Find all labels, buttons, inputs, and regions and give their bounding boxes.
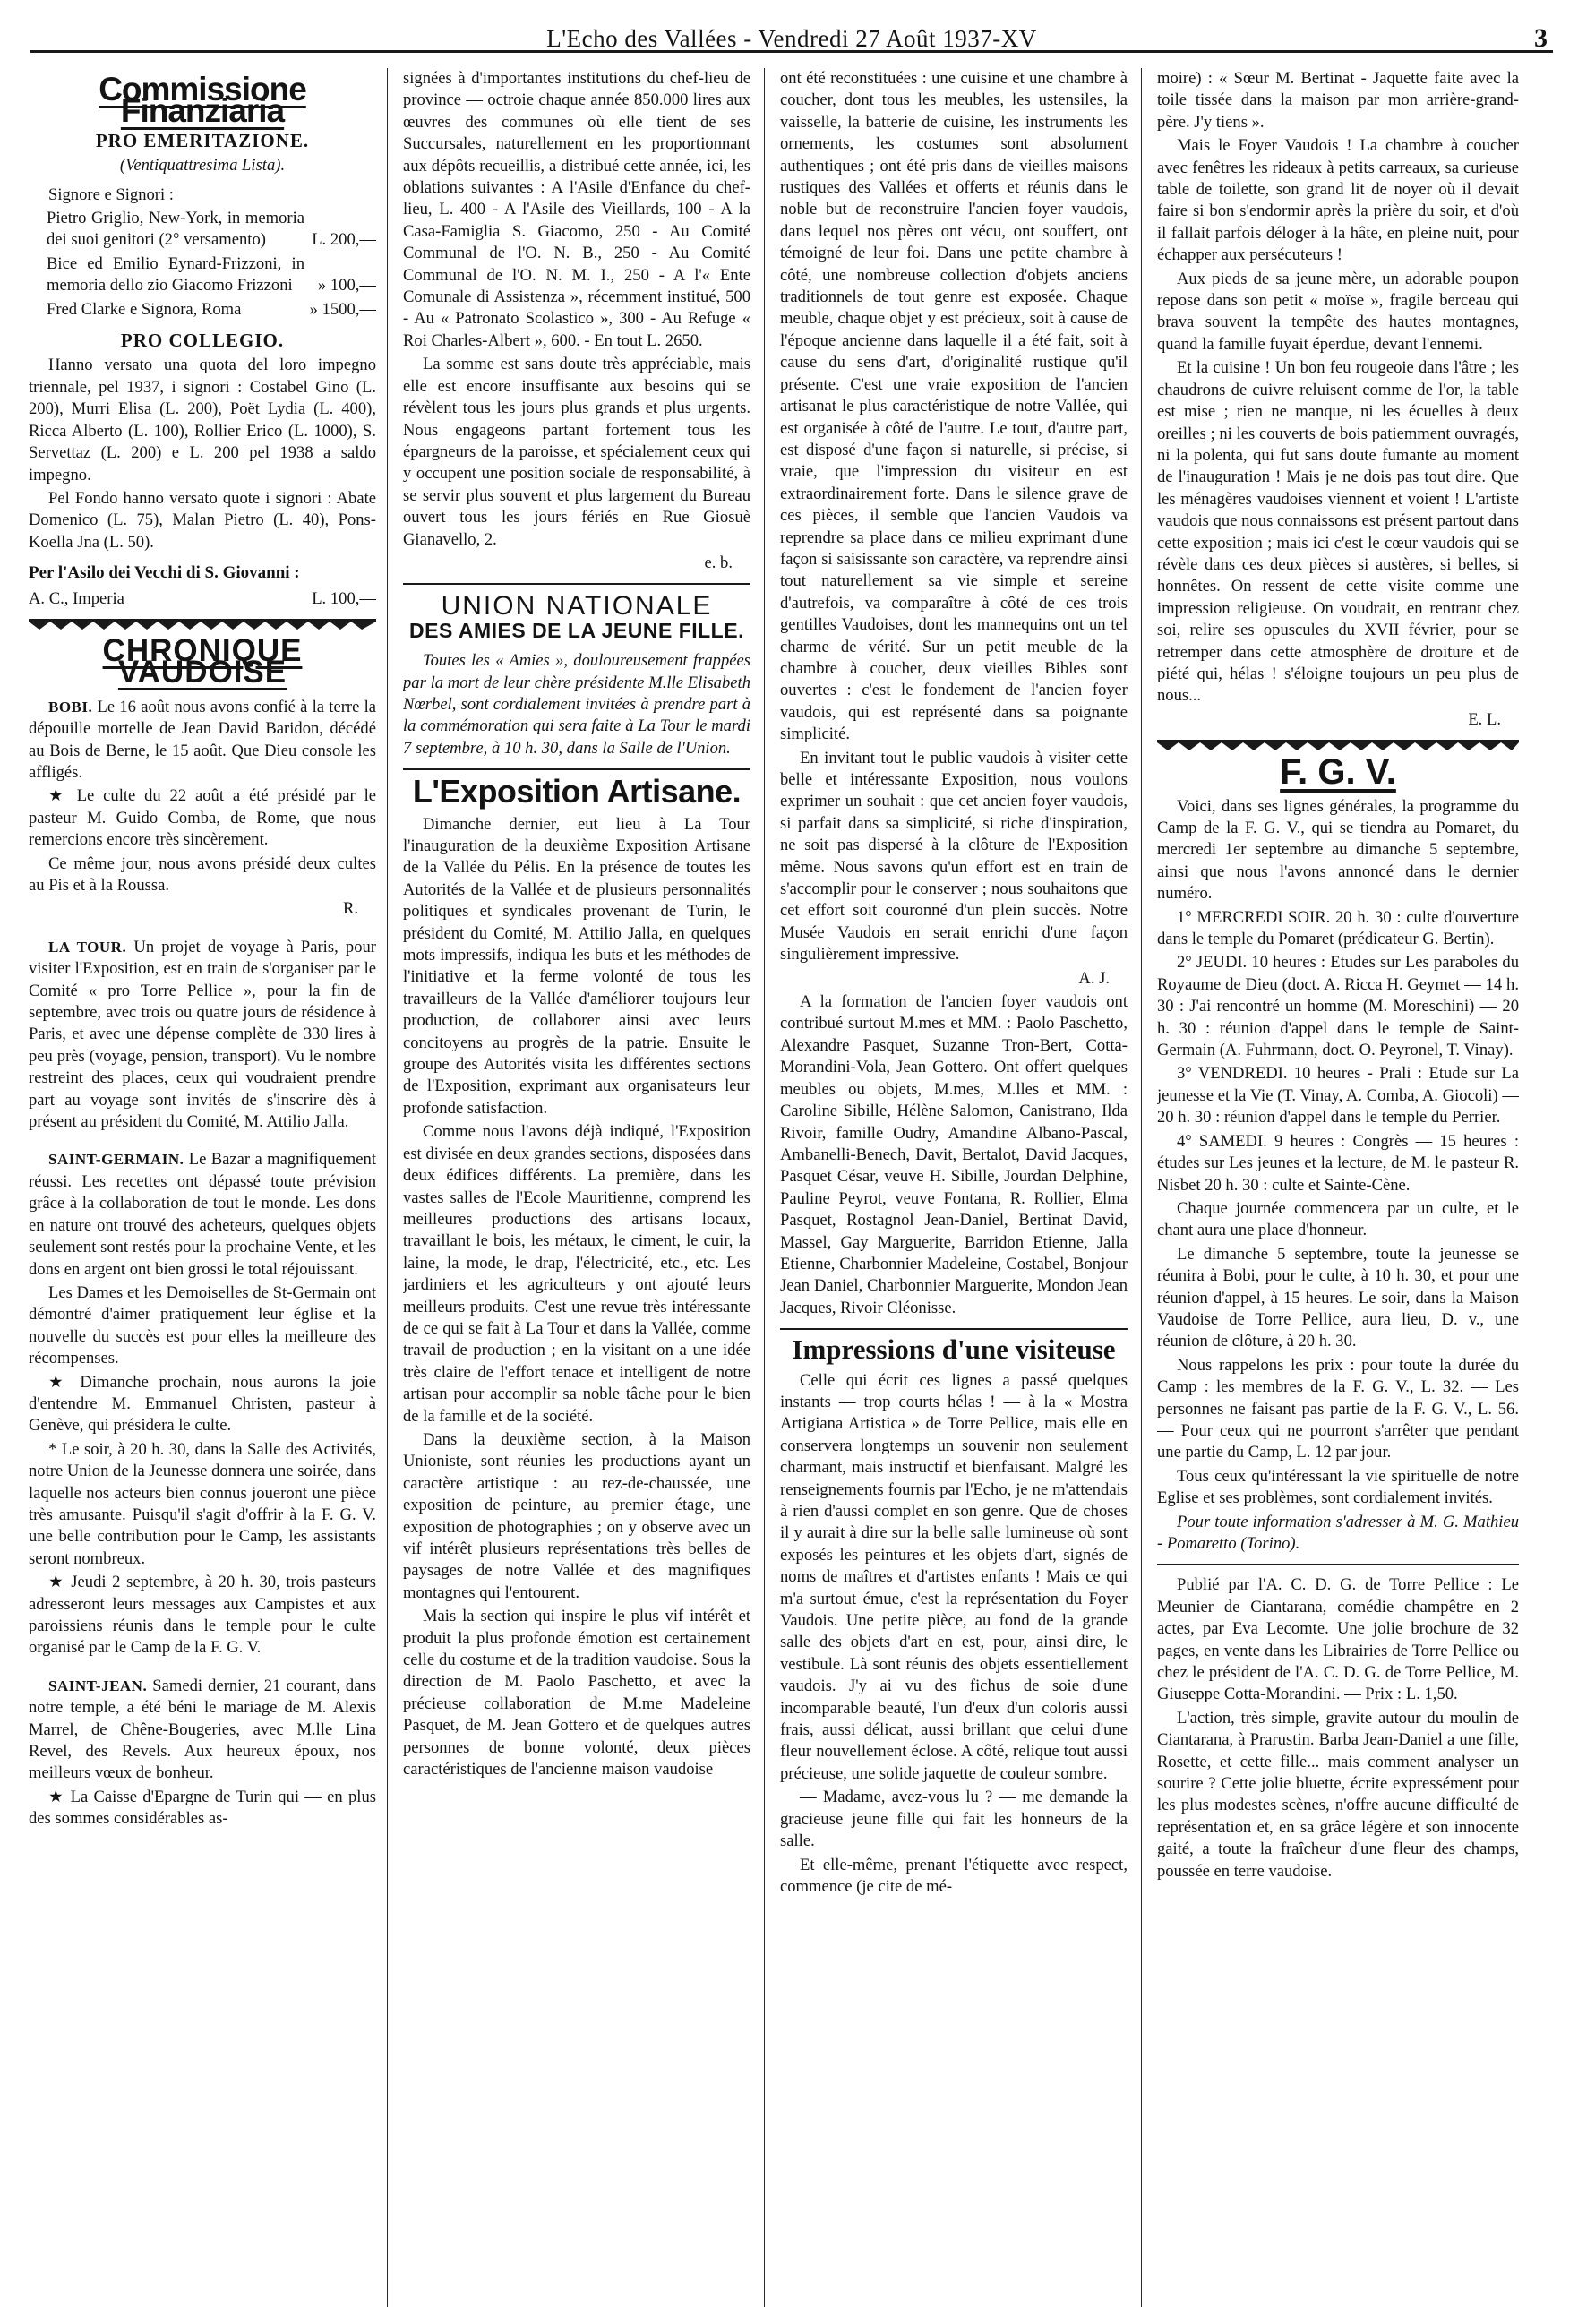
commissione-heading: Commissione Finanziaria [99, 71, 306, 130]
masthead-title: L'Echo des Vallées - Vendredi 27 Août 1937-XV [546, 25, 1037, 52]
union-notice: Toutes les « Amies », douloureusement frappées par la mort de leur chère présidente M.lle Elisabeth Nœrbel, sont cordialement invitées à prendre part à la commémoration qui sera faite à La Tour le mardi 7 septembre, à 10 h. 30, dans la Salle de l'Union. [403, 651, 750, 758]
asilo-heading: Per l'Asilo dei Vecchi di S. Giovanni : [29, 563, 300, 583]
impressions-paragraph: Et elle-même, prenant l'étiquette avec respect, commence (je cite de mé- [780, 1855, 1128, 1896]
donation-amount: » 1500,— [309, 299, 376, 319]
ornament-divider [29, 619, 376, 631]
collegio-paragraph: Pel Fondo hanno versato quote i signori : Abate Domenico (L. 75), Malan Pietro (L. 40), Pons-Koella Jna (L. 50). [29, 488, 376, 552]
bobi-paragraph [29, 697, 376, 785]
sj-lead: SAINT-JEAN. [48, 1677, 148, 1694]
impressions-paragraph: Mais le Foyer Vaudois ! La chambre à coucher avec fenêtres les rideaux à petits carreaux, sa curieuse table de toilette, son grand lit de noyer où il devait faire si bon s'endormir après la prière du soir, et d'où il fallait parfois déloger à la hâte, en pleine nuit, pour échapper aux persécuteurs ! [1157, 136, 1519, 265]
emeritazione-heading: PRO EMERITAZIONE. [95, 129, 310, 151]
caisse-paragraph: signées à d'importantes institutions du chef-lieu de province — octroie chaque année 850.000 lires aux œuvres des communes où elle tient de ses Succursales, naturellement en les proportionnant aux dépôts recueillis, a distribué cette année, ici, les oblations suivantes : A l'Asile d'Enfance du chef-lieu, L. 400 - A l'Asile des Vieillards, 100 - A la Casa-Famiglia S. Giacomo, 250 - Au Comité Communal de l'O. N. B., 250 - Au Comité Communal de l'O. N. M. I., 250 - A l'« Ente Comunale di Assistenza », récemment institué, 500 - Au « Patronato Scolastico », 300 - Au Refuge « Roi Charles-Albert », 600. - En tout L. 2650. [403, 69, 750, 350]
collegio-heading: PRO COLLEGIO. [120, 330, 285, 352]
donation-text: Fred Clarke e Signora, Roma [47, 299, 242, 319]
donation-text: Pietro Griglio, New-York, in memoria dei suoi genitori (2° versamento) [47, 209, 304, 250]
impressions-heading: Impressions d'une visiteuse [792, 1334, 1116, 1366]
section-rule [403, 583, 750, 585]
fgv-paragraph: Chaque journée commencera par un culte, et le chant aura une place d'honneur. [1157, 1198, 1519, 1240]
fgv-paragraph: Voici, dans ses lignes générales, la programme du Camp de la F. G. V., qui se tiendra au Pomaret, du mercredi 1er septembre au dimanche 5 septembre, ainsi que nous l'avons annoncé dans le dernier numéro. [1157, 796, 1519, 904]
fgv-program-item: 1° MERCREDI SOIR. 20 h. 30 : culte d'ouverture dans le temple du Pomaret (prédicateur G. Bertin). [1157, 907, 1519, 949]
sg-paragraph: Les Dames et les Demoiselles de St-Germain ont démontré d'aimer pratiquement leur église et la nouvelle du succès est pour elles la meilleure des récompenses. [29, 1282, 376, 1368]
contributors-paragraph: A la formation de l'ancien foyer vaudois ont contribué surtout M.mes et MM. : Paolo Paschetto, Alexandre Pasquet, Suzanne Tron-Bert, Cotta-Morandini-Vola, Jean Gottero. Ont offert quelques meubles ou objets, M.mes, M.lles et MM. : Caroline Sibille, Hélène Salomon, Canistrano, Ilda Rivoir, famille Oudry, Amandine Albano-Pascal, Ambanelli-Benech, Davit, Bertalot, David Jacques, Pasquet César, veuve H. Sibille, Jourdan Delphine, Pauline Peyrot, veuve Fontana, R. Rollier, Elma Pasquet, Rostagnol Jean-Daniel, Bertinat David, Massel, Gay Marguerite, Barridon Etienne, Jalla Etienne, Charbonnier Madeleine, Costabel, Bonjour Jean Daniel, Charbonnier Marguerite, Mondon Jean Jacques, Rivoir Cléonisse. [780, 992, 1128, 1317]
section-rule [780, 1328, 1128, 1330]
donation-text: Bice ed Emilio Eynard-Frizzoni, in memoria dello zio Giacomo Frizzoni [47, 253, 304, 296]
impressions-paragraph: — Madame, avez-vous lu ? — me demande la gracieuse jeune fille qui fait les honneurs de la salle. [780, 1788, 1128, 1851]
section-rule [403, 768, 750, 770]
fgv-contact: Pour toute information s'adresser à M. G. Mathieu - Pomaretto (Torino). [1157, 1512, 1519, 1553]
caisse-paragraph: La somme est sans doute très appréciable, mais elle est encore insuffisante aux besoins qui se révèlent tous les jours plus grands et plus urgents. Nous engageons partant fortement tous les épargneurs de la paroisse, et spécialement ceux qui y occupent une position sociale de responsabilité, à se servir plus souvent et plus largement du Bureau ouvert tous les jours fériés en Rue Giosuè Gianavello, 2. [403, 355, 750, 549]
publication-paragraph: L'action, très simple, gravite autour du moulin de Ciantarana, à Prarustin. Barba Jean-Daniel a une fille, Rosette, et cette fille... mais comment analyser un sourire ? Cette jolie bluette, écrite expressément pour les plus modestes scènes, n'offre aucune difficulté de représentation et, en sa grâce légère et son innocente gaité, a toute la fraîcheur d'une fleur des champs, poussée en terre vaudoise. [1157, 1708, 1519, 1881]
exposition-signature: A. J. [1078, 968, 1110, 988]
exposition-paragraph: Dans la deuxième section, à la Maison Unioniste, sont réunies les productions ayant un caractère artistique : au rez-de-chaussée, une exposition de peinture, au premier étage, une exposition de photographies ; on y observe avec un vif intérêt plusieurs représentations très belles de paysages de notre Vallée et des magnifiques montagnes qui l'entourent. [403, 1429, 750, 1602]
donation-entry [29, 253, 376, 297]
column-1 [29, 68, 376, 2307]
fgv-heading: F. G. V. [1280, 752, 1396, 793]
sj-paragraph [29, 1676, 376, 1785]
fgv-program-item: 2° JEUDI. 10 heures : Etudes sur Les paraboles du Royaume de Dieu (doct. A. Ricca H. Geymet — 14 h. 30 : J'ai rencontré un homme (M. Moreschini) — 20 h. 30 : réunion d'appel dans le temple de Saint-Germain (A. Fuhrmann, doct. O. Peyronel, T. Vinay). [1157, 953, 1519, 1060]
section-rule [1157, 1564, 1519, 1565]
sg-paragraph: ★ Jeudi 2 septembre, à 20 h. 30, trois pasteurs adresseront leurs messages aux Campistes et aux paroissiens réunis dans le temple pour le culte organisé par le Camp de la F. G. V. [29, 1573, 376, 1658]
donation-list [29, 208, 376, 321]
impressions-signature: E. L. [1468, 709, 1501, 729]
bobi-paragraph: ★ Le culte du 22 août a été présidé par le pasteur M. Guido Comba, de Rome, que nous remercions encore très sincèrement. [29, 786, 376, 850]
donation-entry [29, 299, 376, 321]
sg-text: Le Bazar a magnifiquement réussi. Les recettes ont dépassé toute prévision grâce à la collaboration de tout le monde. Les dons en nature ont trouvé des acheteurs, quelques objets seulement sont restés pour la prochaine Vente, et les dons en argent ont bien grossi le total réjouissant. [29, 1150, 376, 1279]
asilo-donor: A. C., Imperia [29, 588, 124, 608]
page-number: 3 [1534, 23, 1548, 53]
donation-entry [29, 208, 376, 252]
asilo-amount: L. 100,— [312, 588, 376, 608]
column-4 [1157, 68, 1519, 2307]
sg-paragraph: ★ Dimanche prochain, nous aurons la joie d'entendre M. Emmanuel Christen, pasteur à Genève, qui présidera le culte. [29, 1372, 376, 1436]
column-divider [387, 68, 388, 2307]
union-subheading: DES AMIES DE LA JEUNE FILLE. [409, 618, 744, 642]
bobi-text: Le 16 août nous avons confié à la terre la dépouille mortelle de Jean David Baridon, décédé au Bois de Berne, le 15 août. Que Dieu console les affligés. [29, 697, 376, 782]
impressions-paragraph: Aux pieds de sa jeune mère, un adorable poupon repose dans son petit « moïse », fragile berceau qui brava souvent la tempête des hautes montagnes, quand la famille fuyait éperdue, devant l'ennemi. [1157, 269, 1519, 354]
sg-paragraph: * Le soir, à 20 h. 30, dans la Salle des Activités, notre Union de la Jeunesse donnera une soirée, dans laquelle nos acteurs bien connus joueront une pièce très amusante. Puisqu'il s'agit d'offrir à la F. G. V. une belle contribution pour le Camp, les assistants seront nombreux. [29, 1439, 376, 1568]
sj-paragraph: ★ La Caisse d'Epargne de Turin qui — en plus des sommes considérables as- [29, 1787, 376, 1829]
bobi-paragraph: Ce même jour, nous avons présidé deux cultes au Pis et à la Roussa. [29, 853, 376, 895]
caisse-signature: e. b. [704, 553, 733, 572]
exposition-paragraph: En invitant tout le public vaudois à visiter cette belle et intéressante Exposition, nous voulons exprimer un souhait : que cet ancien foyer vaudois, si parfait dans sa simplicité, si riche d'inspiration, ne soit pas dispersé à la clôture de l'Exposition même. Nous savons qu'un effort est en train de s'accomplir pour le conserver ; nous souhaitons que cet effort soit couronné d'un plein succès. Notre Musée Vaudois en serait enrichi d'une façon singulièrement impressive. [780, 748, 1128, 965]
donation-amount: » 100,— [317, 276, 376, 296]
exposition-heading: L'Exposition Artisane. [412, 773, 742, 810]
sg-paragraph [29, 1149, 376, 1280]
bobi-lead: BOBI. [48, 698, 93, 716]
column-2 [403, 68, 750, 2307]
chronique-heading: CHRONIQUE VAUDOISE [102, 632, 303, 690]
donation-amount: L. 200,— [312, 230, 376, 250]
impressions-paragraph: Et la cuisine ! Un bon feu rougeoie dans l'âtre ; les chaudrons de cuivre reluisent comme de l'or, la table est mise ; rien ne manque, ni les écuelles à deux oreilles ; ni les couverts de bois patiemment ouvragés, ni la polenta, qui fut sans doute fumante au moment de l'inauguration ! Mais je ne dois pas tout dire. Que les ménagères vaudoises viennent et voient ! L'artiste vaudois que nous connaissons est présent partout dans cette exposition ; mais ici c'est le cœur vaudois qui se révèle dans ces deux pièces si austères, si belles, si honnêtes. On ressent de cette visite comme une impression religieuse. On voudrait, en rentrant chez soi, relire ses opuscules du XVII février, pour se retremper dans cette atmosphère de droiture et de piété qui, hélas ! s'éloigne toujours un peu plus de nous... [1157, 358, 1519, 706]
sg-lead: SAINT-GERMAIN. [48, 1151, 184, 1169]
impressions-paragraph: moire) : « Sœur M. Bertinat - Jaquette faite avec la toile tissée dans la maison par mon arrière-grand-père. J'y tiens ». [1157, 69, 1519, 132]
collegio-paragraph: Hanno versato una quota del loro impegno triennale, pel 1937, i signori : Costabel Gino (L. 200), Murri Elisa (L. 200), Poët Lydia (L. 400), Ricca Alberto (L. 100), Rollier Erico (L. 1000), S. Servettaz (L. 200) e L. 200 pel 1938 a saldo impegno. [29, 356, 376, 485]
asilo-entry [29, 588, 376, 610]
fgv-paragraph: Le dimanche 5 septembre, toute la jeunesse se réunira à Bobi, pour le culte, à 10 h. 30, et pour une réunion d'appel, à 15 heures. Le soir, dans la Maison Vaudoise de Torre Pellice, aura lieu, D. v., une réunion de clôture, à 20 h. 30. [1157, 1244, 1519, 1351]
fgv-program-item: 4° SAMEDI. 9 heures : Congrès — 15 heures : études sur Les jeunes et la lecture, de M. le pasteur R. Nisbet 20 h. 30 : culte et Sainte-Cène. [1157, 1131, 1519, 1195]
exposition-paragraph: Comme nous l'avons déjà indiqué, l'Exposition est divisée en deux grandes sections, disposées dans deux édifices différents. La première, dans les vastes salles de l'Ecole Mauritienne, comprend les meilleures productions des artisans locaux, travaillant le bois, les métaux, le ciment, le cuir, la laine, la mode, le drap, l'électricité, etc., etc. Les jardiniers et les agriculteurs y ont ajouté leurs meilleurs produits. C'est une revue très intéressante de ce qui se fait à La Tour et dans la Vallée, comme travail de production ; en la visitant on a une idée très claire de l'effort tenace et intelligent de notre artisan pour accomplir sa noble tâche pour le bien de la famille et de la société. [403, 1122, 750, 1426]
exposition-paragraph: Mais la section qui inspire le plus vif intérêt et produit la plus profonde émotion est certainement celle du costume et de la tradition vaudoise. Sous la direction de M. Paolo Paschetto, et avec la précieuse collaboration de M.me Madeleine Pasquet, de M. Jean Gottero et de quelques autres personnes de bonne volonté, deux pièces caractéristiques de l'ancienne maison vaudoise [403, 1607, 750, 1779]
column-divider [764, 68, 765, 2307]
exposition-paragraph: Dimanche dernier, eut lieu à La Tour l'inauguration de la deuxième Exposition Artisane de la Vallée du Pélis. En la présence de toutes les Autorités de la Vallée et de plusieurs personnalités politiques et syndicales provenant de Turin, le président du Comité, M. Attilio Jalla, en quelques mots impressifs, indiqua les buts et les méthodes de l'initiative et la ferme volonté de tous les travailleurs de la Vallée d'améliorer toujours leur production, de collaborer ainsi avec leurs concitoyens au progrès de la patrie. Ensuite le groupe des Autorités visita les différentes sections de l'Exposition, exprimant aux organisateurs leur profonde satisfaction. [403, 814, 750, 1118]
column-3 [780, 68, 1128, 2307]
bobi-signature: R. [342, 899, 358, 919]
masthead [30, 20, 1553, 53]
tour-lead: LA TOUR. [48, 938, 127, 956]
ornament-divider [1157, 740, 1519, 752]
greeting: Signore e Signori : [48, 184, 174, 204]
tour-paragraph [29, 937, 376, 1134]
emeritazione-subheading: (Ventiquattresima Lista). [119, 156, 286, 176]
tour-text: Un projet de voyage à Paris, pour visiter l'Exposition, est en train de s'organiser par le Comité « pro Torre Pellice », pour la fin de septembre, avec trois ou quatre jours de résidence à Paris, et avec une dépense complète de 330 lires à peu près (voyage, pension, transport). Vu le nombre restreint des places, ceux qui voudraient prendre part au voyage sont invités de s'inscrire dès à présent au président du Comité, M. Attilio Jalla. [29, 937, 376, 1132]
fgv-paragraph: Tous ceux qu'intéressant la vie spirituelle de notre Eglise et ses problèmes, sont cordialement invités. [1157, 1466, 1519, 1508]
exposition-paragraph: ont été reconstituées : une cuisine et une chambre à coucher, dont tous les meubles, les ustensiles, la vaisselle, la batterie de cuisine, les instruments les ornements, les costumes sont absolument authentiques ; ont été pris dans de vieilles maisons rustiques des Vallées et offerts et réunis dans le noble but de reconstruire l'ancien foyer vaudois, dans lequel nos pères ont vécu, ont souffert, ont témoigné de leur foi. Dans une petite chambre à côté, une nombreuse collection d'objets anciens traditionnels de tout genre est exposée. Chaque meuble, chaque objet y est précieux, soit à cause de l'époque ancienne dans laquelle il a été fait, soit à cause du sens d'art, d'originalité rustique qu'il présente. C'est une vraie exposition de l'ancien artisanat le plus caractéristique de notre Vallée, qui est organisée à côté de l'autre. Le tout, d'autre part, est disposé d'une façon si naturelle, si précise, si vraie, que l'impression du visiteur en est extraordinairement forte. Dans le silence grave de ces pièces, il semble que l'ancien Vaudois va reprendre sa place dans ce milieu exprimant d'une façon si saisissante son caractère, va reprendre ainsi tout naturellement sa vie simple et sereine d'autrefois, va comparaître à côté de ces trois gentilles Vaudoises, dont les mannequins ont un tel charme de vérité. Sur un petit meuble de la chambre à coucher, deux vieilles Bibles sont ouvertes : c'est le fondement de l'ancien foyer vaudois, qui est représenté dans sa poignante simplicité. [780, 69, 1128, 744]
publication-paragraph: Publié par l'A. C. D. G. de Torre Pellice : Le Meunier de Ciantarana, comédie champêtre en 2 actes, par Eva Lecomte. Une jolie brochure de 32 pages, en vente dans les Librairies de Torre Pellice ou chez le président de l'A. C. D. G. de Torre Pellice, M. Giuseppe Cotta-Morandini. — Prix : L. 1,50. [1157, 1575, 1519, 1704]
fgv-paragraph: Nous rappelons les prix : pour toute la durée du Camp : les membres de la F. G. V., L. 32. — Les personnes ne faisant pas partie de la F. G. V., L. 56. — Pour ceux qui ne pourront s'arrêter que pendant une partie du Camp, L. 12 par jour. [1157, 1355, 1519, 1462]
union-heading: UNION NATIONALE [441, 591, 713, 622]
fgv-program-item: 3° VENDREDI. 10 heures - Prali : Etude sur La jeunesse et la Vie (T. Vinay, A. Comba, A. Giocoli) — 20 h. 30 : réunion d'appel dans le temple du Perrier. [1157, 1064, 1519, 1128]
column-divider [1141, 68, 1142, 2307]
impressions-paragraph: Celle qui écrit ces lignes a passé quelques instants — trop courts hélas ! — à la « Mostra Artigiana Artistica » de Torre Pellice, mais elle en conservera longtemps un souvenir non seulement charmant, mais instructif et bienfaisant. Malgré les renseignements fournis par l'Echo, je ne m'attendais à rien d'aussi complet en son genre. Que de choses il y aurait à dire sur la belle salle lumineuse où sont exposés les peintures et les objets d'art, signés de noms de maîtres et d'artistes enfants ! Mais ce qui m'a surtout émue, c'est la représentation du Foyer Vaudois. Une petite pièce, au fond de la grande salle des objets d'art en est, pour, ainsi dire, le vestibule. Là sont réunis des objets essentiellement vaudois. J'y ai vu des fichus de soie d'une incomparable beauté, l'un d'eux d'un coloris aussi frais, aussi délicat, aussi brillant que celui d'une fleur nouvellement éclose. A côté, relique tout aussi précieuse, une solide jaquette de couleur sombre. [780, 1370, 1128, 1783]
sj-text: Samedi dernier, 21 courant, dans notre temple, a été béni le mariage de M. Alexis Marrel, de Chêne-Bougeries, avec M.lle Lina Revel, des Revels. Aux heureux époux, nos meilleurs vœux de bonheur. [29, 1676, 376, 1783]
